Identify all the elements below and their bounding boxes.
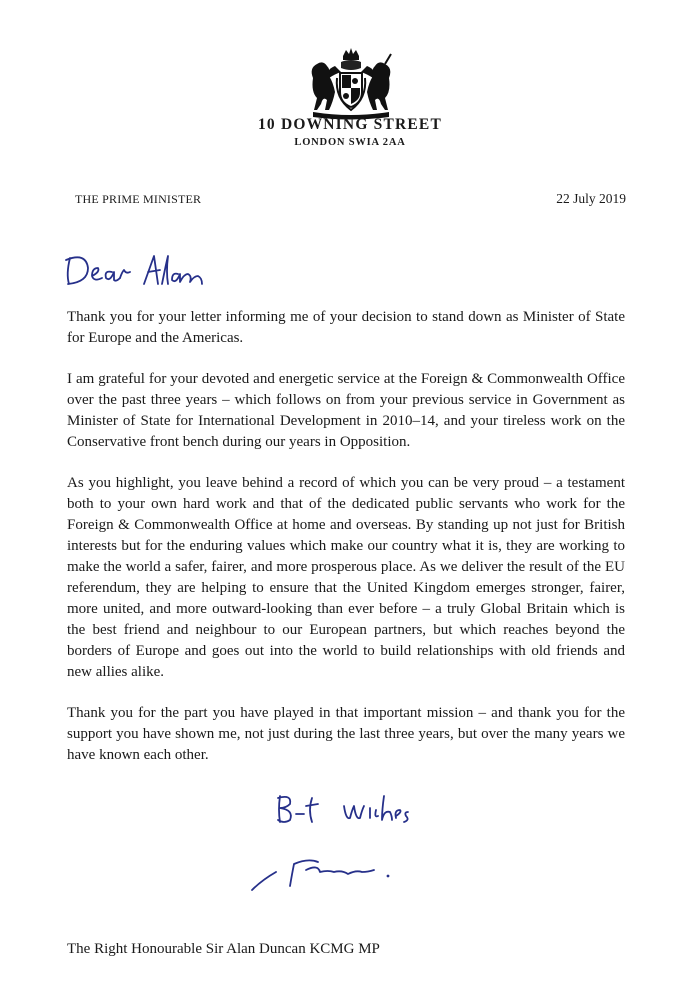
royal-coat-of-arms-icon xyxy=(305,48,397,122)
letterhead-address-line1: 10 DOWNING STREET xyxy=(257,116,443,133)
letter-date: 22 July 2019 xyxy=(556,191,626,206)
signature xyxy=(248,850,408,894)
body-paragraph: Thank you for the part you have played in that important mission – and thank you for the support you have shown me, not just during the last three years, but over the many years we have known each other. xyxy=(67,705,625,763)
letter-body xyxy=(67,307,625,786)
body-paragraph: I am grateful for your devoted and energetic service at the Foreign & Commonwealth Office over the past three years – which follows on from your previous service in Government as Minister of State for International Development in 2010–14, and your tireless work on the Conservative front bench during our years in Opposition. xyxy=(67,371,625,450)
handwritten-closing xyxy=(272,790,422,830)
recipient-name: The Right Honourable Sir Alan Duncan KCMG MP xyxy=(67,941,380,957)
body-paragraph: As you highlight, you leave behind a record of which you can be very proud – a testament both to your own hard work and that of the dedicated public servants who work for the Foreign & Commonwealth Office at home and overseas. By standing up not just for British interests but for the enduring values which make our country what it is, they are working to make the world a safer, fairer, and more prosperous place. As we deliver the result of the EU referendum, they are helping to ensure that the United Kingdom emerges stronger, fairer, more united, and more outward-looking than ever before – a truly Global Britain which is the best friend and neighbour to our European partners, but which reaches beyond the borders of Europe and goes out into the world to build relationships with old friends and new allies alike. xyxy=(67,475,625,680)
sender-office: THE PRIME MINISTER xyxy=(75,192,202,206)
letterhead-address-line2: LONDON SWIA 2AA xyxy=(294,137,406,148)
handwritten-salutation xyxy=(62,250,212,290)
body-paragraph: Thank you for your letter informing me of your decision to stand down as Minister of State for Europe and the Americas. xyxy=(67,309,625,346)
